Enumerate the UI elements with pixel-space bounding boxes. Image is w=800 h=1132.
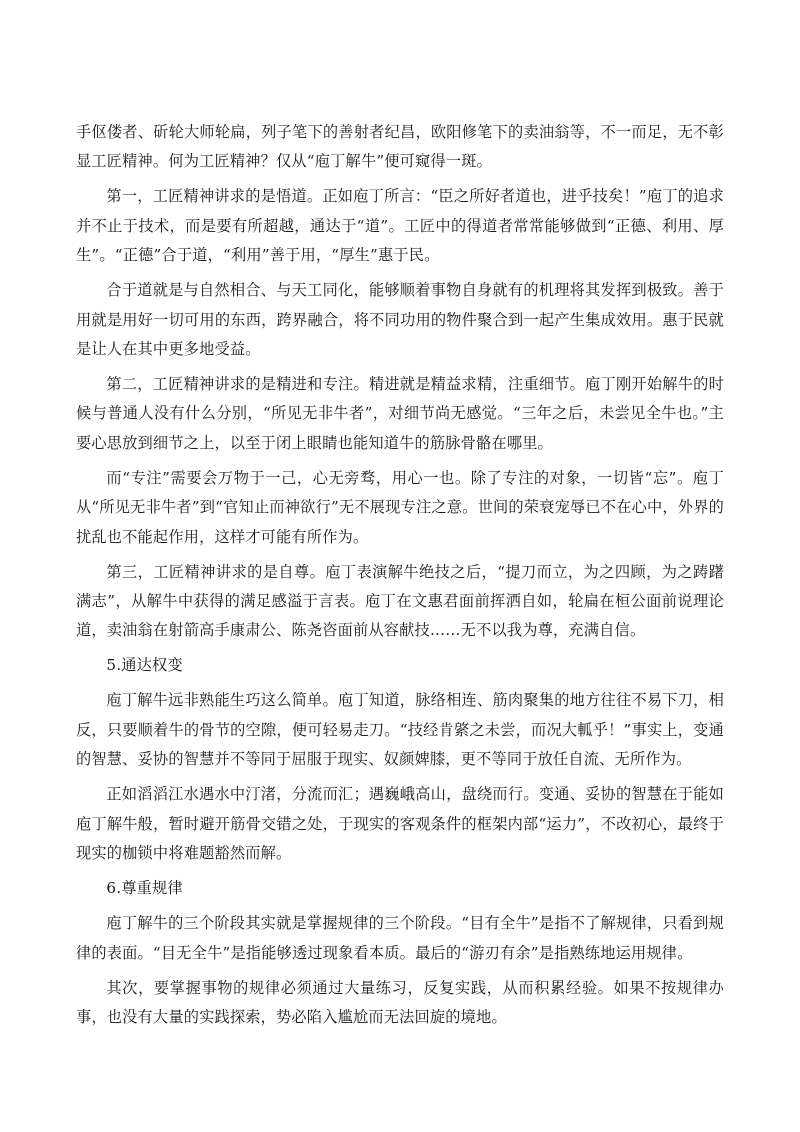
paragraph-point-one-detail: 合于道就是与自然相合、与天工同化，能够顺着事物自身就有的机理将其发挥到极致。善于用就是用好一切可用的东西，跨界融合，将不同功用的物件聚合到一起产生集成效用。惠于民就是让人在其中更多地受益。 — [76, 281, 724, 359]
document-page — [76, 118, 724, 1038]
paragraph-section-5-a: 庖丁解牛远非熟能生巧这么简单。庖丁知道，脉络相连、筋肉聚集的地方往往不易下刀，相反，只要顺着牛的骨节的空隙，便可轻易走刀。“技经肯綮之未尝，而况大軱乎！”事实上，变通的智慧、妥协的智慧并不等同于屈服于现实、奴颜婢膝，更不等同于放任自流、无所作为。 — [76, 691, 724, 769]
paragraph-section-5-b: 正如滔滔江水遇水中汀渚，分流而汇；遇巍峨高山，盘绕而行。变通、妥协的智慧在于能如庖丁解牛般，暂时避开筋骨交错之处，于现实的客观条件的框架内部“运力”，不改初心，最终于现实的枷锁中将难题豁然而解。 — [76, 785, 724, 863]
paragraph-section-6-a: 庖丁解牛的三个阶段其实就是掌握规律的三个阶段。“目有全牛”是指不了解规律，只看到规律的表面。“目无全牛”是指能够透过现象看本质。最后的“游刃有余”是指熟练地运用规律。 — [76, 914, 724, 962]
paragraph-point-three: 第三，工匠精神讲求的是自尊。庖丁表演解牛绝技之后，“提刀而立，为之四顾，为之踌躇满志”，从解牛中获得的满足感溢于言表。庖丁在文惠君面前挥洒自如，轮扁在桓公面前说理论道，卖油翁在射箭高手康肃公、陈尧咨面前从容献技……无不以我为尊，充满自信。 — [76, 562, 724, 640]
paragraph-continuation: 手伛偻者、斫轮大师轮扁，列子笔下的善射者纪昌，欧阳修笔下的卖油翁等，不一而足，无不彰显工匠精神。何为工匠精神？仅从“庖丁解牛”便可窥得一斑。 — [76, 123, 724, 171]
section-heading-6: 6.尊重规律 — [106, 879, 183, 898]
paragraph-point-two-detail: 而“专注”需要会万物于一己，心无旁骛，用心一也。除了专注的对象，一切皆“忘”。庖丁从“所见无非牛者”到“官知止而神欲行”无不展现专注之意。世间的荣衰宠辱已不在心中，外界的扰乱也不能起作用，这样才可能有所作为。 — [76, 468, 724, 546]
section-heading-5: 5.通达权变 — [106, 656, 183, 675]
paragraph-section-6-b: 其次，要掌握事物的规律必须通过大量练习，反复实践，从而积累经验。如果不按规律办事，也没有大量的实践探索，势必陷入尴尬而无法回旋的境地。 — [76, 978, 724, 1026]
paragraph-point-one: 第一，工匠精神讲求的是悟道。正如庖丁所言：“臣之所好者道也，进乎技矣！”庖丁的追求并不止于技术，而是要有所超越，通达于“道”。工匠中的得道者常常能够做到“正德、利用、厚生”。“正德”合于道，“利用”善于用，“厚生”惠于民。 — [76, 187, 724, 265]
paragraph-point-two: 第二，工匠精神讲求的是精进和专注。精进就是精益求精，注重细节。庖丁刚开始解牛的时候与普通人没有什么分别，“所见无非牛者”，对细节尚无感觉。“三年之后，未尝见全牛也。”主要心思放到细节之上，以至于闭上眼睛也能知道牛的筋脉骨骼在哪里。 — [76, 375, 724, 452]
